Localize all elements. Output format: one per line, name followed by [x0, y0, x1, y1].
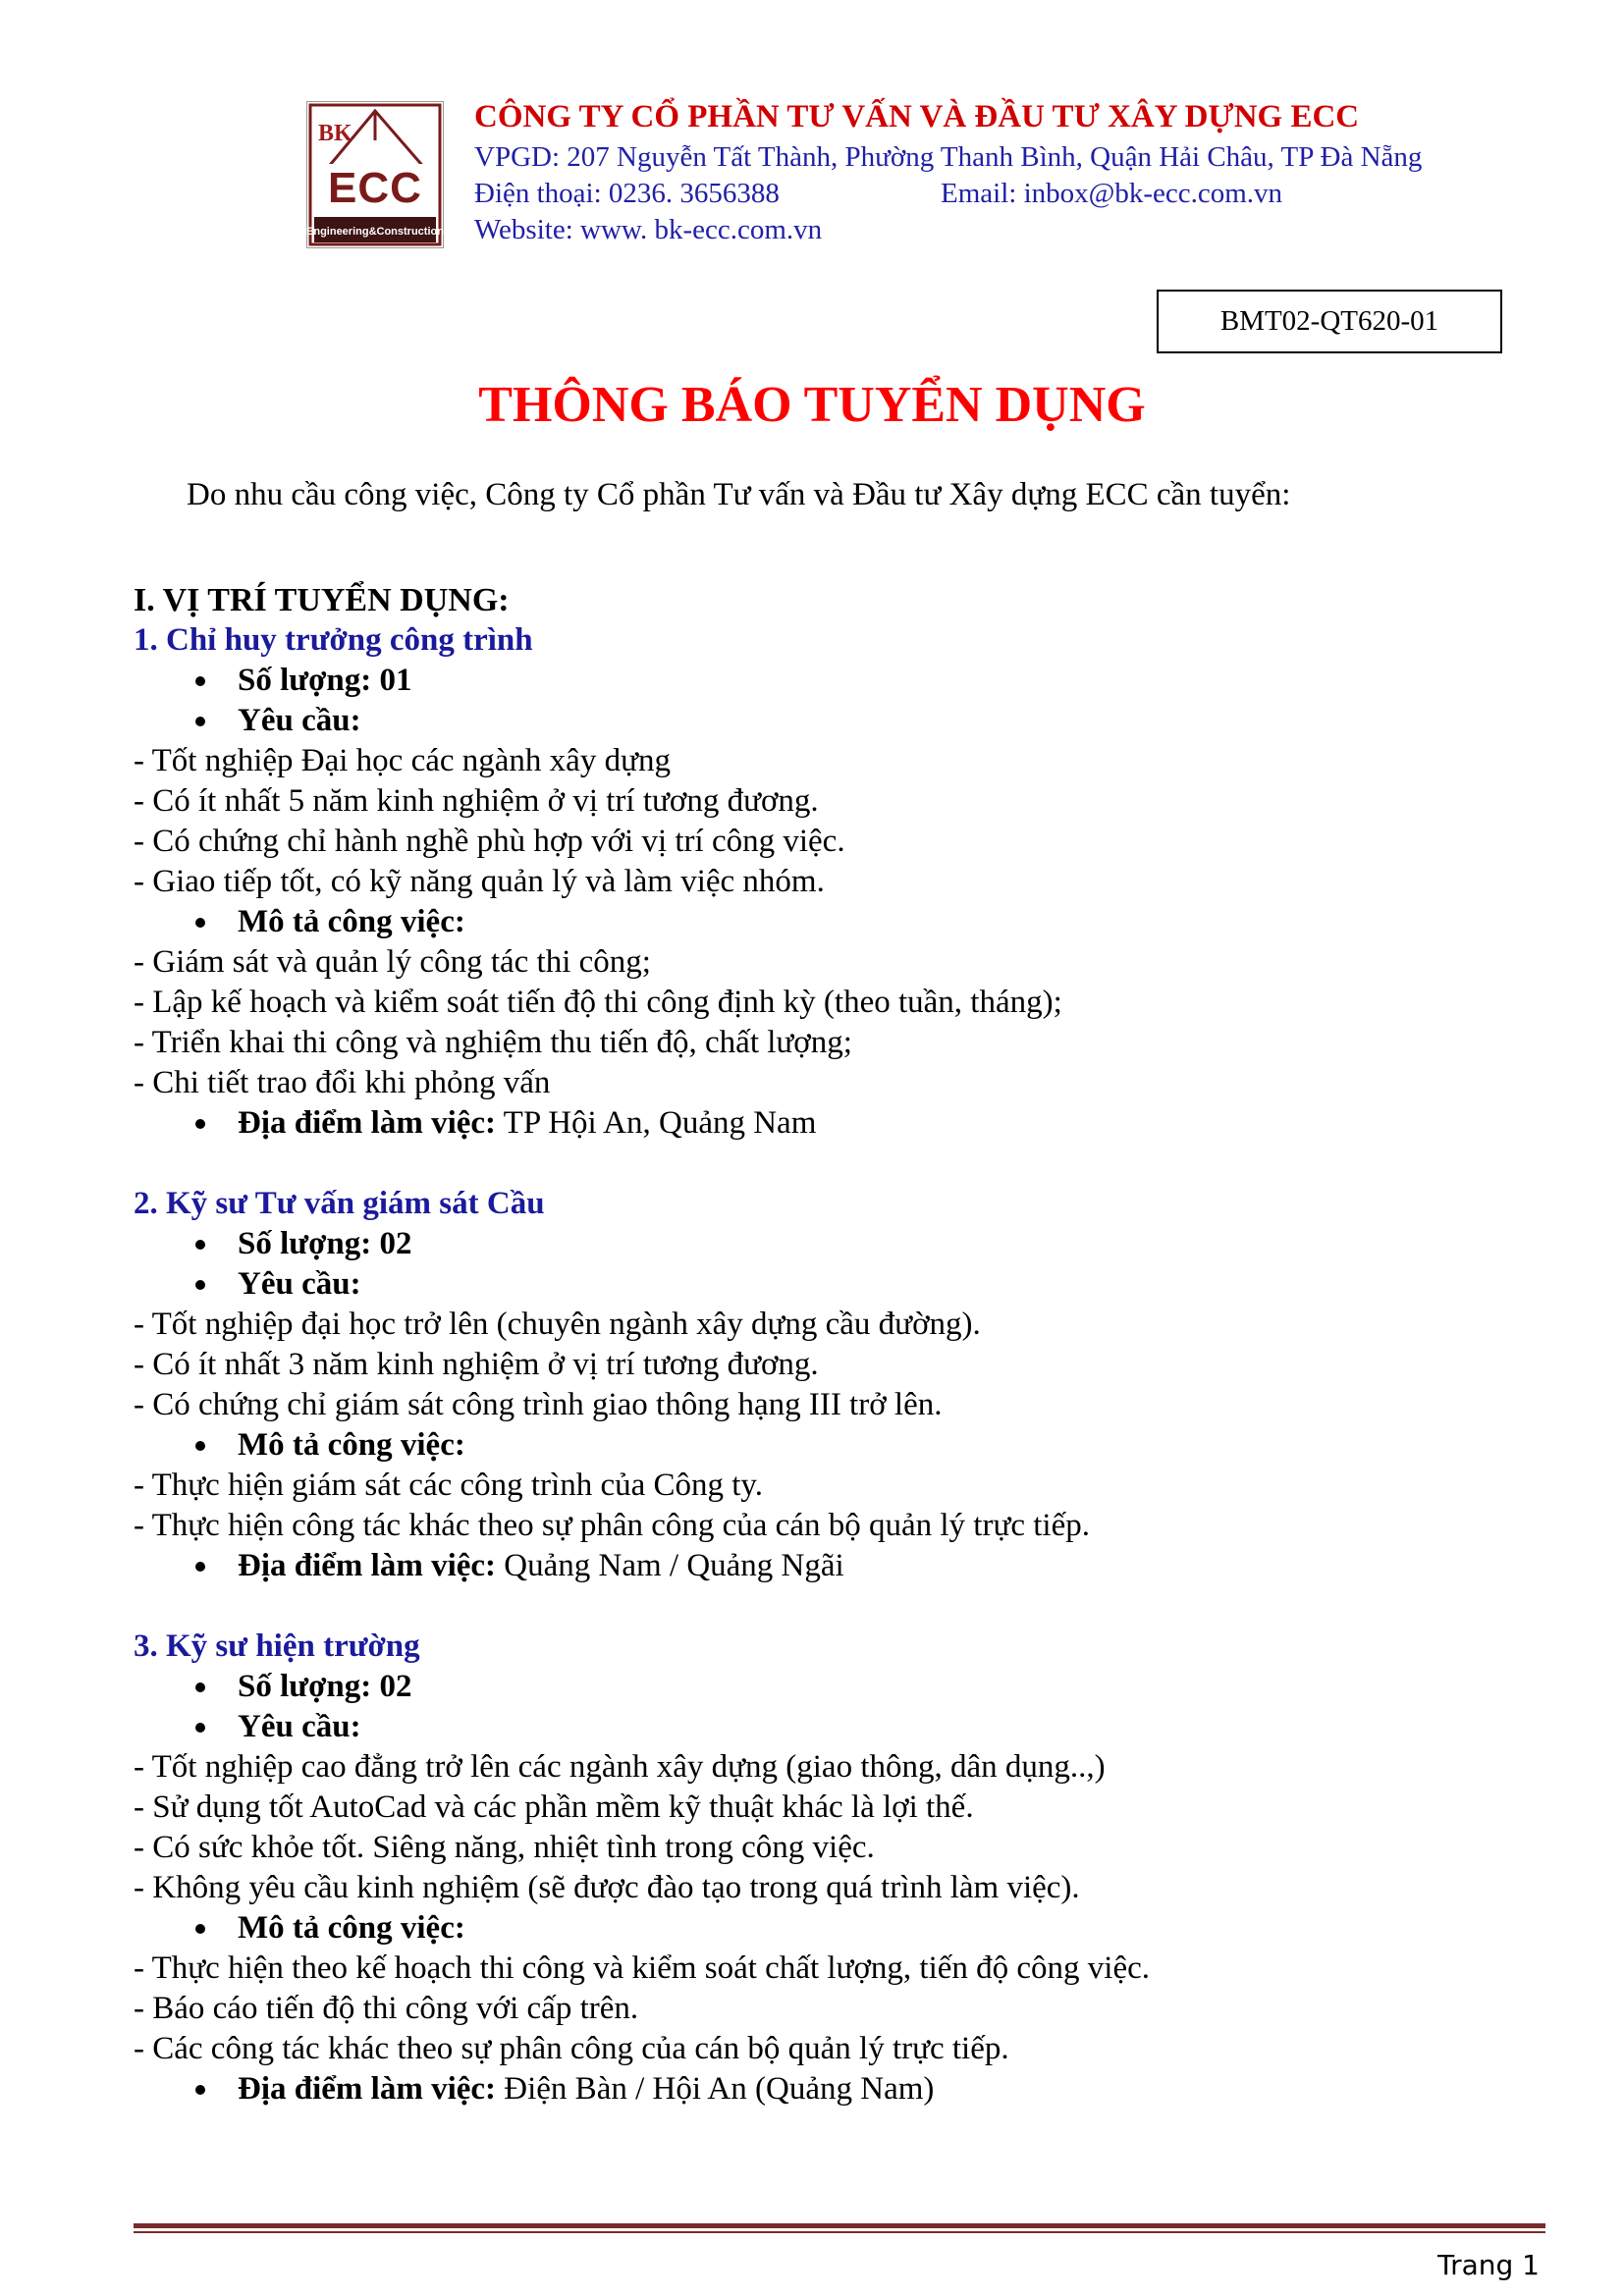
document-code: BMT02-QT620-01 — [1157, 290, 1502, 353]
footer-divider-thin — [134, 2231, 1545, 2233]
requirement-item: - Có chứng chỉ giám sát công trình giao thông hạng III trở lên. — [134, 1387, 943, 1422]
section-heading: I. VỊ TRÍ TUYỂN DỤNG: — [134, 582, 510, 618]
company-info — [474, 94, 1554, 248]
location-item: Địa điểm làm việc: Quảng Nam / Quảng Ngãi — [134, 1546, 1528, 1586]
company-email: Email: inbox@bk-ecc.com.vn — [941, 178, 1283, 209]
requirement-item: - Giao tiếp tốt, có kỹ năng quản lý và làm việc nhóm. — [134, 864, 825, 899]
requirement-item: - Có ít nhất 5 năm kinh nghiệm ở vị trí tương đương. — [134, 783, 819, 819]
intro-text: Do nhu cầu công việc, Công ty Cổ phần Tư vấn và Đầu tư Xây dựng ECC cần tuyển: — [187, 477, 1291, 512]
company-contact — [474, 176, 1554, 212]
description-heading: Mô tả công việc: — [134, 1908, 1528, 1949]
footer-divider — [134, 2223, 1545, 2228]
company-address: VPGD: 207 Nguyễn Tất Thành, Phường Thanh Bình, Quận Hải Châu, TP Đà Nẵng — [474, 141, 1423, 173]
description-item: - Lập kế hoạch và kiểm soát tiến độ thi công định kỳ (theo tuần, tháng); — [134, 985, 1062, 1020]
document-body — [134, 581, 1528, 2109]
requirement-item: - Tốt nghiệp cao đẳng trở lên các ngành xây dựng (giao thông, dân dụng..,) — [134, 1749, 1106, 1785]
requirement-item: - Sử dụng tốt AutoCad và các phần mềm kỹ thuật khác là lợi thế. — [134, 1789, 974, 1825]
requirement-item: - Có ít nhất 3 năm kinh nghiệm ở vị trí tương đương. — [134, 1347, 819, 1382]
description-heading: Mô tả công việc: — [134, 902, 1528, 942]
description-item: - Giám sát và quản lý công tác thi công; — [134, 944, 651, 980]
company-name: CÔNG TY CỔ PHẦN TƯ VẤN VÀ ĐẦU TƯ XÂY DỰNG ECC — [474, 99, 1360, 134]
logo-tagline-text: Engineering&Construction — [306, 226, 444, 238]
position-title: 2. Kỹ sư Tư vấn giám sát Cầu — [134, 1186, 545, 1221]
position-title: 3. Kỹ sư hiện trường — [134, 1629, 420, 1664]
company-logo — [306, 101, 444, 248]
requirement-item: - Có chứng chỉ hành nghề phù hợp với vị trí công việc. — [134, 824, 845, 859]
company-website: Website: www. bk-ecc.com.vn — [474, 214, 823, 245]
requirements-heading: Yêu cầu: — [134, 1707, 1528, 1747]
description-item: - Báo cáo tiến độ thi công với cấp trên. — [134, 1991, 639, 2026]
quantity-item: Số lượng: 02 — [134, 1667, 1528, 1707]
quantity-item: Số lượng: 02 — [134, 1224, 1528, 1264]
description-item: - Các công tác khác theo sự phân công của cán bộ quản lý trực tiếp. — [134, 2031, 1009, 2066]
requirement-item: - Tốt nghiệp đại học trở lên (chuyên ngành xây dựng cầu đường). — [134, 1307, 981, 1342]
logo-ecc-text: ECC — [328, 164, 422, 212]
position-block — [134, 620, 1528, 1144]
description-heading: Mô tả công việc: — [134, 1425, 1528, 1466]
description-item: - Chi tiết trao đổi khi phỏng vấn — [134, 1065, 551, 1100]
page-number: Trang 1 — [1437, 2249, 1540, 2281]
requirement-item: - Có sức khỏe tốt. Siêng năng, nhiệt tình trong công việc. — [134, 1830, 875, 1865]
requirements-heading: Yêu cầu: — [134, 701, 1528, 741]
position-title: 1. Chỉ huy trưởng công trình — [134, 622, 533, 658]
company-phone: Điện thoại: 0236. 3656388 — [474, 178, 780, 209]
position-block — [134, 1627, 1528, 2109]
location-item: Địa điểm làm việc: Điện Bàn / Hội An (Quảng Nam) — [134, 2069, 1528, 2109]
quantity-item: Số lượng: 01 — [134, 661, 1528, 701]
requirements-heading: Yêu cầu: — [134, 1264, 1528, 1305]
requirement-item: - Không yêu cầu kinh nghiệm (sẽ được đào tạo trong quá trình làm việc). — [134, 1870, 1080, 1905]
description-item: - Thực hiện giám sát các công trình của Công ty. — [134, 1468, 764, 1503]
requirement-item: - Tốt nghiệp Đại học các ngành xây dựng — [134, 743, 671, 778]
description-item: - Thực hiện công tác khác theo sự phân công của cán bộ quản lý trực tiếp. — [134, 1508, 1090, 1543]
logo-bk-text: BK — [318, 121, 352, 146]
location-item: Địa điểm làm việc: TP Hội An, Quảng Nam — [134, 1103, 1528, 1144]
description-item: - Triển khai thi công và nghiệm thu tiến độ, chất lượng; — [134, 1025, 852, 1060]
description-item: - Thực hiện theo kế hoạch thi công và kiểm soát chất lượng, tiến độ công việc. — [134, 1950, 1150, 1986]
page-title: THÔNG BÁO TUYỂN DỤNG — [478, 377, 1146, 433]
position-block — [134, 1184, 1528, 1586]
